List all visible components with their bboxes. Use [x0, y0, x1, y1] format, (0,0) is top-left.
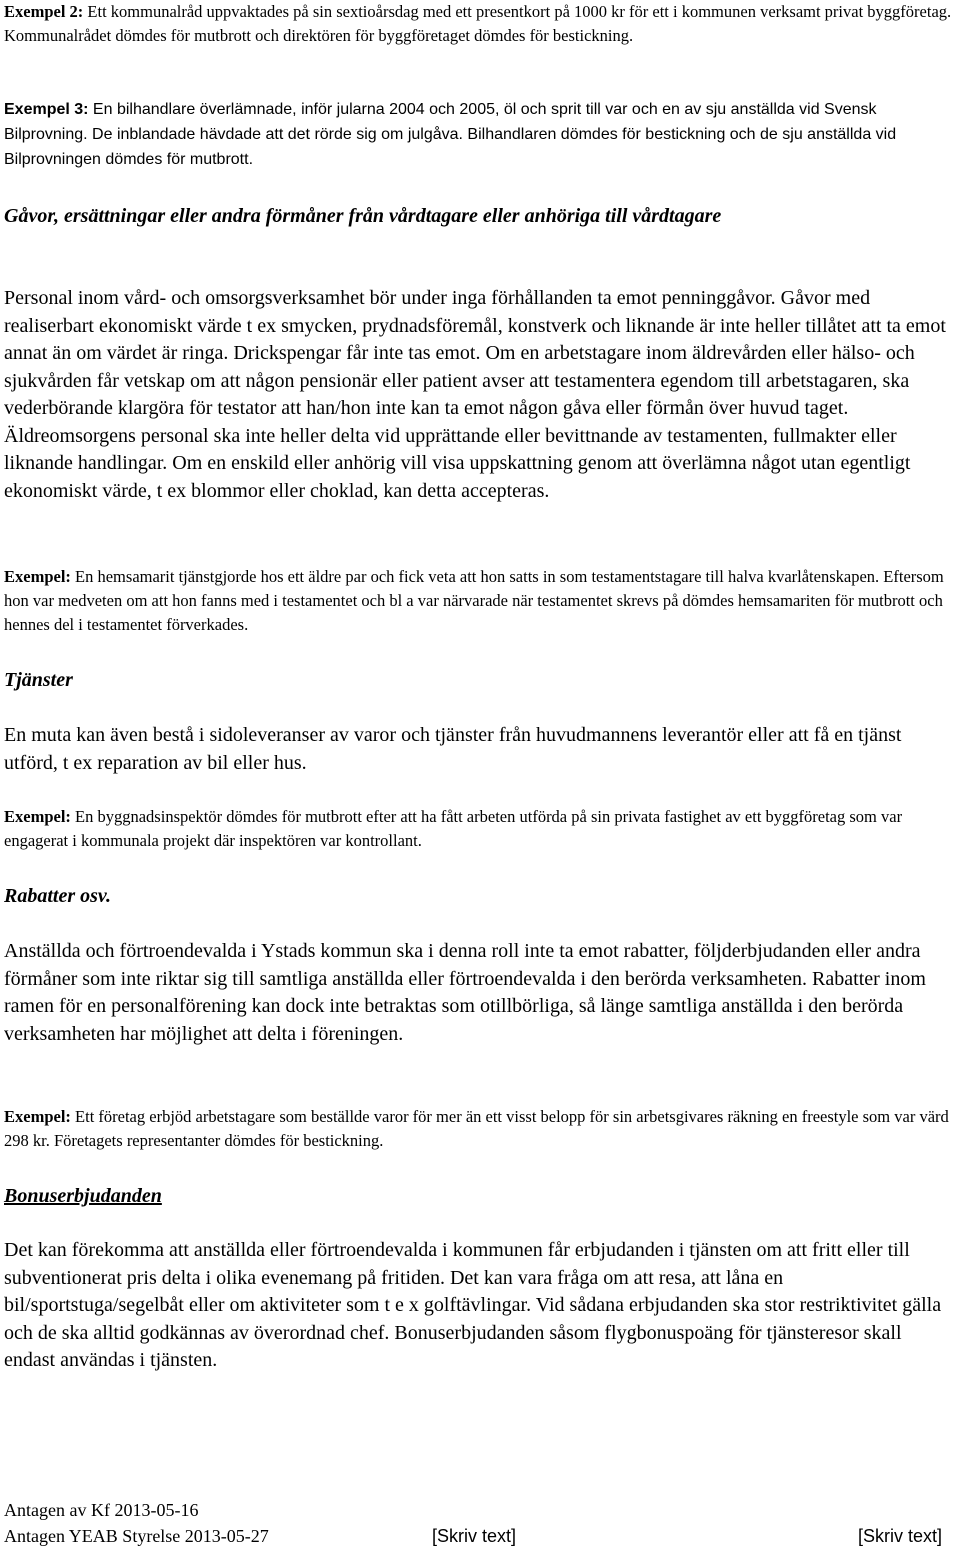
gifts-heading: Gåvor, ersättningar eller andra förmåner från vårdtagare eller anhöriga till vårdtagare	[4, 205, 722, 227]
services-example-paragraph	[4, 805, 956, 853]
gifts-example-text: En hemsamarit tjänstgjorde hos ett äldre par och fick veta att hon satts in som testamentstagare till halva kvarlåtenskapen. Eftersom hon var medveten om att hon fanns med i testamentet och bl a var närvarade när testamentet skrevs på dömdes hemsamariten för mutbrott och hennes del i testamentet förverkades.	[4, 567, 944, 634]
example-3-text: En bilhandlare överlämnade, inför jularna 2004 och 2005, öl och sprit till var och en av sju anställda vid Svensk Bilprovning. De inblandade hävdade att det rörde sig om julgåva. Bilhandlaren dömdes för bestickning och de sju anställda vid Bilprovningen dömdes för mutbrott.	[4, 101, 897, 168]
footer-line-2: Antagen YEAB Styrelse 2013-05-27	[4, 1526, 269, 1546]
bonus-heading: Bonuserbjudanden	[4, 1185, 162, 1207]
gifts-example-paragraph	[4, 565, 956, 637]
example-3-paragraph	[4, 97, 956, 172]
example-2-text: Ett kommunalråd uppvaktades på sin sextioårsdag med ett presentkort på 1000 kr för ett i kommunen verksamt privat byggföretag. Kommunalrådet dömdes för mutbrott och direktören för byggföretaget dömdes för bestickning.	[4, 2, 952, 45]
services-example-label: Exempel:	[4, 807, 71, 826]
services-body: En muta kan även bestå i sidoleveranser av varor och tjänster från huvudmannens leverantör eller att få en tjänst utförd, t ex reparation av bil eller hus.	[4, 724, 902, 774]
services-example-text: En byggnadsinspektör dömdes för mutbrott efter att ha fått arbeten utförda på sin privata fastighet av ett byggföretag som var engagerat i kommunala projekt där inspektören var kontrollant.	[4, 807, 903, 850]
discounts-body: Anställda och förtroendevalda i Ystads kommun ska i denna roll inte ta emot rabatter, följderbjudanden eller andra förmåner som inte riktar sig till samtliga anställda eller förtroendevalda i den berörda verksamheten. Rabatter inom ramen för en personalförening kan dock inte betraktas som otillbörliga, så länge samtliga anställda i den berörda verksamheten har möjlighet att delta i föreningen.	[4, 940, 926, 1045]
example-2-label: Exempel 2:	[4, 2, 84, 21]
footer-line-1: Antagen av Kf 2013-05-16	[4, 1500, 199, 1520]
discounts-heading: Rabatter osv.	[4, 885, 112, 907]
bonus-body: Det kan förekomma att anställda eller förtroendevalda i kommunen får erbjudanden i tjänsten om att fritt eller till subventionerat pris delta i olika evenemang på fritiden. Det kan vara fråga om att resa, att låna en bil/sportstuga/segelbåt eller om aktiviteter som t e x golftävlingar. Vid sådana erbjudanden ska stor restriktivitet gälla och de ska alltid godkännas av överordnad chef. Bonuserbjudanden såsom flygbonuspoäng för tjänsteresor skall endast användas i tjänsten.	[4, 1239, 942, 1371]
discounts-example-text: Ett företag erbjöd arbetstagare som beställde varor för mer än ett visst belopp för sin arbetsgivares räkning en freestyle som var värd 298 kr. Företagets representanter dömdes för bestickning.	[4, 1107, 949, 1150]
footer-placeholder-center[interactable]: [Skriv text]	[432, 1526, 517, 1546]
example-3-label: Exempel 3:	[4, 101, 89, 118]
discounts-example-paragraph	[4, 1105, 956, 1153]
services-heading: Tjänster	[4, 669, 73, 691]
gifts-body: Personal inom vård- och omsorgsverksamhet bör under inga förhållanden ta emot penninggåvor. Gåvor med realiserbart ekonomiskt värde t ex smycken, prydnadsföremål, konstverk och liknande är inte heller tillåtet att ta emot annat än om värdet är ringa. Drickspengar får inte tas emot. Om en arbetstagare inom äldrevården eller hälso- och sjukvården får vetskap om att någon pensionär eller patient avser att testamentera egendom till arbetstagaren, ska vederbörande klargöra för testator att han/hon inte kan ta emot någon gåva eller förmån över huvud taget. Äldreomsorgens personal ska inte heller delta vid upprättande eller bevittnande av testamenten, fullmakter eller liknande handlingar. Om en enskild eller anhörig vill visa uppskattning genom att överlämna något utan egentligt ekonomiskt värde, t ex blommor eller choklad, kan detta accepteras.	[4, 287, 946, 502]
discounts-example-label: Exempel:	[4, 1107, 71, 1126]
gifts-example-label: Exempel:	[4, 567, 71, 586]
footer-placeholder-right[interactable]: [Skriv text]	[858, 1526, 943, 1546]
example-2-paragraph	[4, 0, 956, 48]
